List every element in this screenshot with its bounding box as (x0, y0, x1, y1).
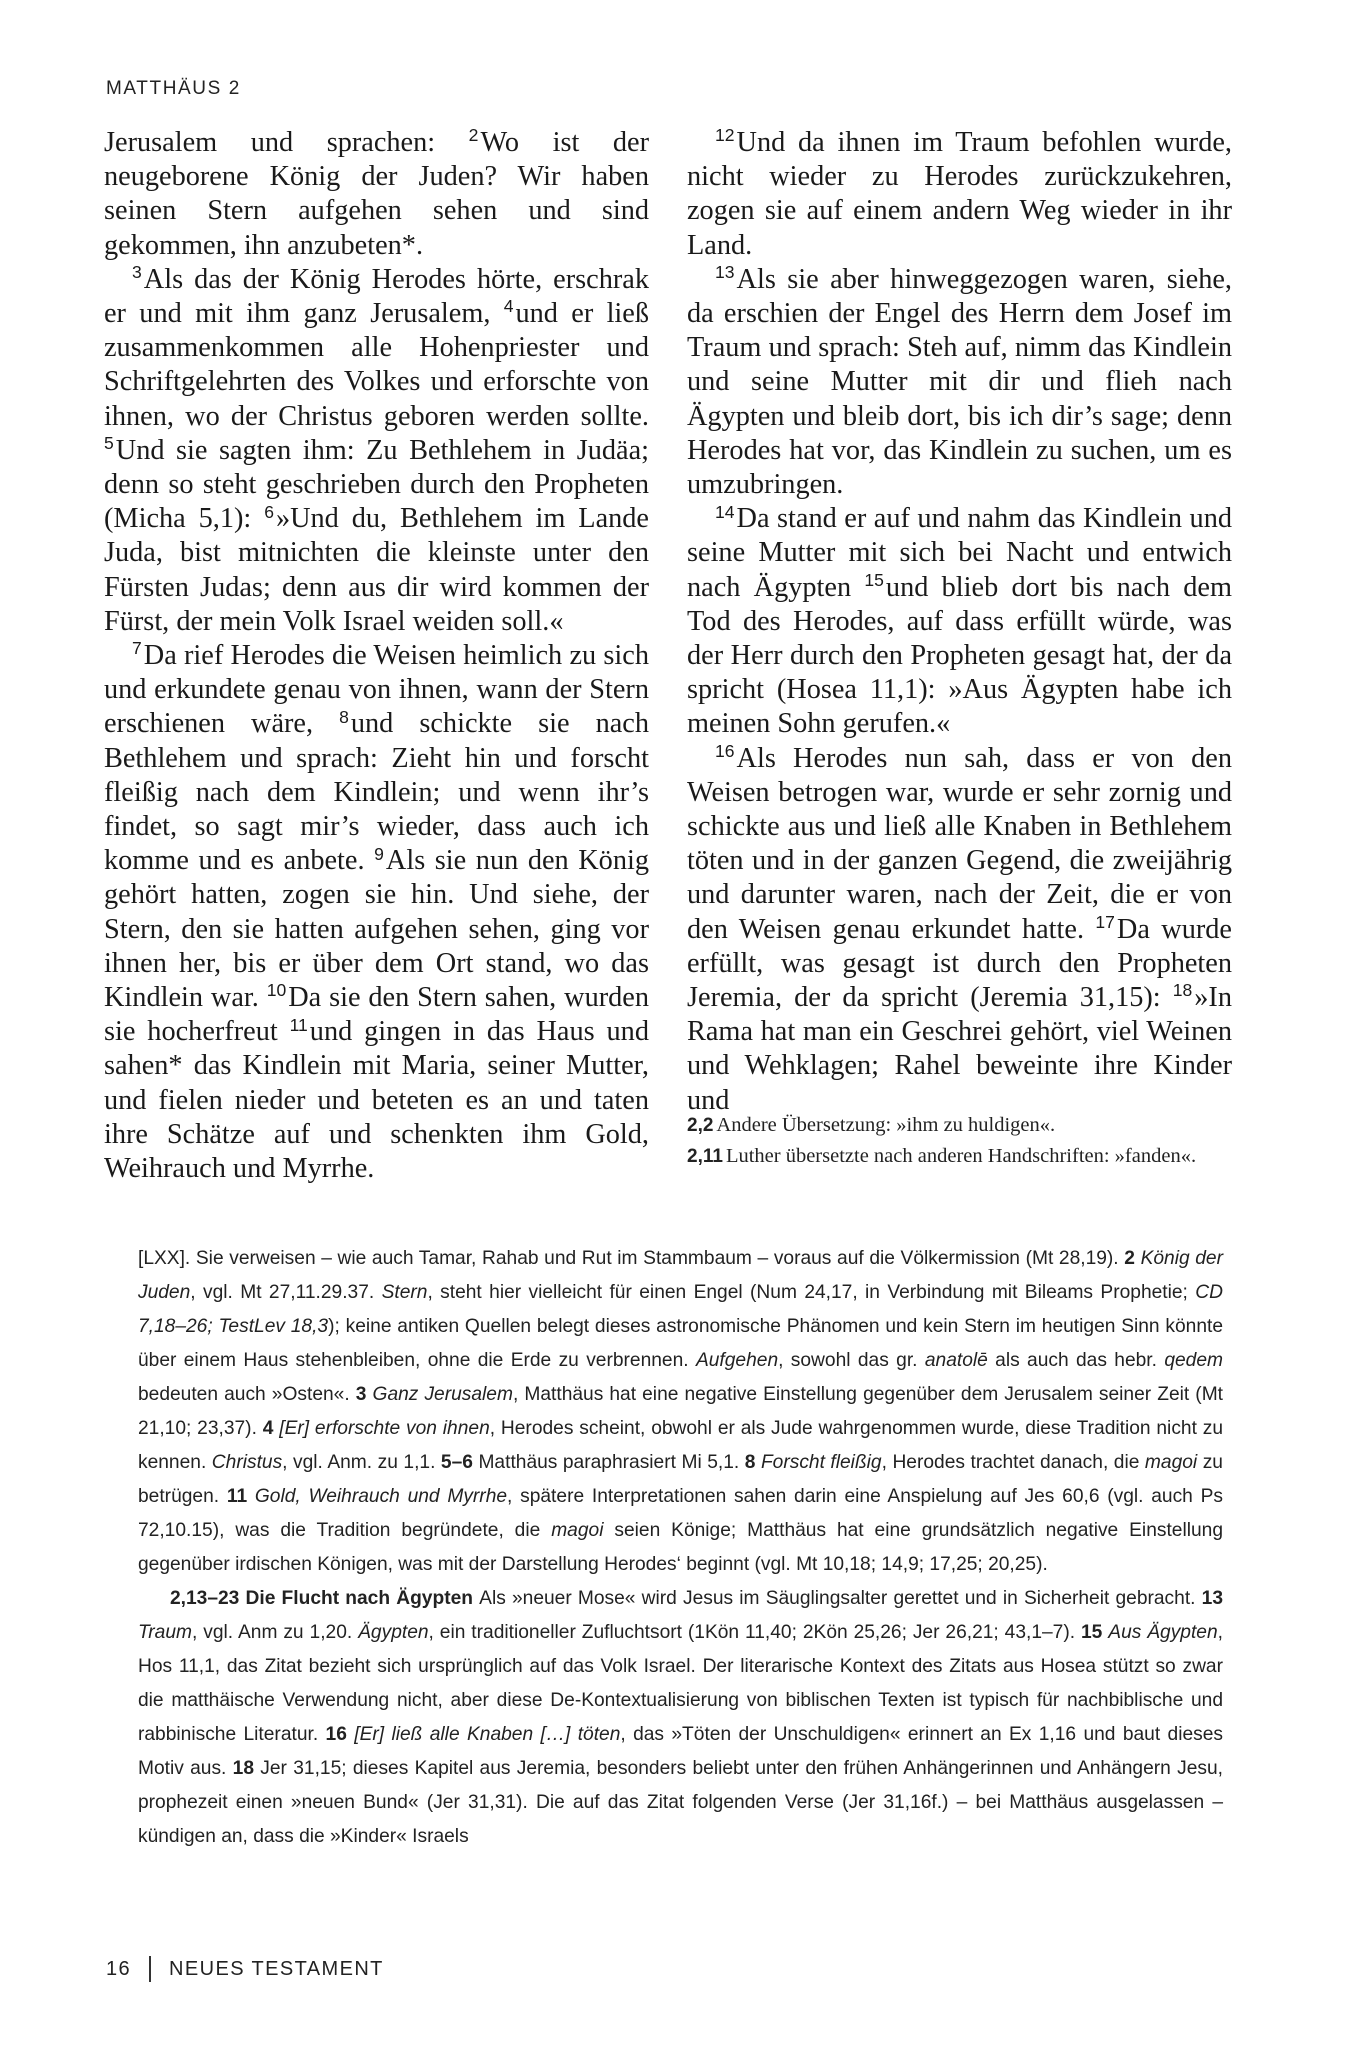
cited-term: Aus Ägypten (1108, 1622, 1218, 1643)
text-run: , Hos 11,1, das Zitat bezieht sich ursprünglich auf das Volk Israel. Der literarische Kontext des Zitats aus Hosea stützt so zwar die matthäische Verwendung nicht, aber diese De-Kontextualisierung von biblischen Texten ist typisch für nachbiblische und rabbinische Literatur. (138, 1622, 1223, 1745)
text-run: , Herodes trachtet danach, die (881, 1452, 1145, 1473)
text-run: seien Könige; Matthäus hat eine grundsätzlich negative Einstellung gegenüber irdischen Königen, was mit der Darstellung Herodes‘ beginnt (vgl. Mt 10,18; 14,9; 17,25; 20,25). (138, 1520, 1223, 1575)
footer-divider (149, 1956, 151, 1982)
text-run: »In Rama hat man ein Geschrei gehört, viel Weinen und Wehklagen; Rahel beweinte ihre Kinder und (687, 982, 1232, 1116)
note-reference: 4 (262, 1418, 280, 1439)
bible-paragraph (104, 126, 649, 263)
text-run: , ein traditioneller Zufluchtsort (1Kön 11,40; 2Kön 25,26; Jer 26,21; 43,1–7). (428, 1622, 1081, 1643)
text-run: , Herodes scheint, obwohl er als Jude wahrgenommen wurde, diese Tradition nicht zu kennen. (138, 1418, 1223, 1473)
text-run: Als »neuer Mose« wird Jesus im Säuglingsalter gerettet und in Sicherheit gebracht. (479, 1588, 1202, 1609)
verse-number: 8 (339, 706, 349, 727)
verse-number: 9 (374, 843, 384, 864)
verse-number: 17 (1095, 912, 1115, 933)
page-number: 16 (106, 1957, 132, 1980)
text-run: , sowohl das gr. (778, 1350, 925, 1371)
footnote-ref: 2,2 (687, 1115, 714, 1136)
verse-number: 10 (266, 980, 287, 1001)
note-reference: 11 (226, 1486, 255, 1507)
bible-paragraph (687, 502, 1232, 741)
text-run: bedeuten auch »Osten«. (138, 1384, 356, 1405)
text-run: Da wurde erfüllt, was gesagt ist durch den Propheten Jeremia, der da spricht (Jeremia 31,15): (687, 913, 1232, 1014)
running-head: MATTHÄUS 2 (106, 78, 241, 99)
text-run: und er ließ zusammenkommen alle Hohenpriester und Schriftgelehrten des Volkes und erforschte von ihnen, wo der Christus geboren werden sollte. (104, 298, 649, 432)
cited-term: Stern (381, 1282, 428, 1303)
text-run: , das »Töten der Unschuldigen« erinnert an Ex 1,16 und baut dieses Motiv aus. (138, 1724, 1224, 1779)
bible-paragraph (687, 263, 1232, 502)
commentary-paragraph (138, 1582, 1223, 1854)
cited-term: Ägypten (358, 1622, 429, 1643)
verse-number: 6 (264, 501, 274, 522)
cited-term: Ganz Jerusalem (372, 1384, 513, 1405)
note-reference: 13 (1201, 1588, 1223, 1609)
text-run: , spätere Interpretationen sahen darin eine Anspielung auf Jes 60,6 (vgl. auch Ps 72,10.15), was die Tradition begründete, die (138, 1486, 1223, 1541)
cited-term: qedem (1164, 1350, 1223, 1371)
text-run: Matthäus paraphrasiert Mi 5,1. (478, 1452, 745, 1473)
cited-term: König der Juden (138, 1248, 1223, 1303)
verse-number: 11 (289, 1014, 308, 1035)
text-run: Jerusalem und sprachen: (104, 127, 469, 158)
text-run: ); keine antiken Quellen belegt dieses astronomische Phänomen und kein Stern im heutigen Sinn könnte über einem Haus stehenbleiben, ohne die Erde zu verbrennen. (138, 1316, 1224, 1371)
bible-paragraph (104, 263, 649, 639)
text-run: , vgl. Anm. zu 1,1. (282, 1452, 441, 1473)
note-reference: 8 (744, 1452, 761, 1473)
bible-paragraph (687, 742, 1232, 1118)
text-run: , vgl. Mt 27,11.29.37. (190, 1282, 382, 1303)
cited-term: anatolē (924, 1350, 988, 1371)
translation-footnotes (687, 1110, 1232, 1172)
verse-number: 13 (715, 262, 735, 283)
cited-term: CD 7,18–26; TestLev 18,3 (138, 1282, 1223, 1337)
cited-term: magoi (551, 1520, 604, 1541)
cited-term: magoi (1144, 1452, 1198, 1473)
cited-term: Aufgehen (695, 1350, 779, 1371)
cited-term: [Er] erforschte von ihnen (279, 1418, 490, 1439)
bible-paragraph (104, 639, 649, 1186)
footnote-text: Andere Übersetzung: »ihm zu huldigen«. (716, 1114, 1056, 1136)
page-footer (106, 1956, 384, 1982)
footnote-ref: 2,11 (687, 1146, 723, 1167)
footnote (687, 1141, 1232, 1172)
note-reference: 18 (232, 1758, 261, 1779)
verse-number: 7 (132, 638, 142, 659)
verse-number: 16 (715, 741, 735, 762)
text-run: Jer 31,15; dieses Kapitel aus Jeremia, besonders beliebt unter den frühen Anhängerinnen und Anhängern Jesu, prophezeit einen »neuen Bund« (Jer 31,31). Die auf das Zitat folgenden Verse (Jer 31,16f.) – bei Matthäus ausgelassen – kündigen an, dass die »Kinder« Israels (138, 1758, 1223, 1847)
text-run: Und da ihnen im Traum befohlen wurde, nicht wieder zu Herodes zurückzukehren, zogen sie auf einem andern Weg wieder in ihr Land. (687, 127, 1232, 261)
note-reference: 2,13–23 Die Flucht nach Ägypten (170, 1588, 480, 1609)
footnote (687, 1110, 1232, 1141)
cited-term: [Er] ließ alle Knaben […] töten (354, 1724, 621, 1745)
text-run: Als sie aber hinweggezogen waren, siehe, da erschien der Engel des Herrn dem Josef im Traum und sprach: Steh auf, nimm das Kindlein und seine Mutter mit dir und flieh nach Ägypten und bleib dort, bis ich dir’s sage; denn Herodes hat vor, das Kindlein zu suchen, um es umzubringen. (687, 263, 1232, 501)
text-run: , vgl. Anm zu 1,20. (192, 1622, 359, 1643)
bible-paragraph (687, 126, 1232, 263)
text-run: Und sie sagten ihm: Zu Bethlehem in Judäa; denn so steht geschrieben durch den Propheten (Micha 5,1): (104, 434, 649, 535)
text-run: , steht hier vielleicht für einen Engel (Num 24,17, in Verbindung mit Bileams Prophetie; (427, 1282, 1196, 1303)
text-run: Da rief Herodes die Weisen heimlich zu sich und erkundete genau von ihnen, wann der Stern erschienen wäre, (104, 640, 649, 740)
verse-number: 18 (1172, 980, 1193, 1001)
verse-number: 15 (864, 570, 884, 590)
text-run: Da sie den Stern sahen, wurden sie hocherfreut (104, 982, 649, 1048)
note-reference: 5–6 (440, 1452, 479, 1473)
text-run: Als sie nun den König gehört hatten, zogen sie hin. Und siehe, der Stern, den sie hatten aufgehen sehen, ging vor ihnen her, bis er über dem Ort stand, wo das Kindlein war. (104, 845, 649, 1014)
verse-number: 12 (715, 125, 735, 146)
commentary-paragraph (138, 1242, 1223, 1582)
bible-text-right-column (687, 126, 1232, 1118)
verse-number: 14 (715, 501, 735, 522)
note-reference: 16 (325, 1724, 355, 1745)
text-run: Wo ist der neugeborene König der Juden? Wir haben seinen Stern aufgehen sehen und sind gekommen, ihn anzubeten*. (104, 127, 649, 261)
cited-term: Forscht fleißig (760, 1452, 882, 1473)
verse-number: 3 (132, 262, 142, 283)
note-reference: 15 (1081, 1622, 1109, 1643)
note-reference: 2 (1124, 1248, 1141, 1269)
verse-number: 5 (104, 433, 114, 454)
text-run: Als das der König Herodes hörte, erschrak er und mit ihm ganz Jerusalem, (104, 263, 649, 330)
verse-number: 2 (468, 125, 479, 146)
text-run: »Und du, Bethlehem im Lande Juda, bist mitnichten die kleinste unter den Fürsten Judas; denn aus dir wird kommen der Fürst, der mein Volk Israel weiden soll.« (104, 503, 649, 637)
note-reference: 3 (355, 1384, 373, 1405)
text-run: , Matthäus hat eine negative Einstellung gegenüber dem Jerusalem seiner Zeit (Mt 21,10; 23,37). (138, 1384, 1224, 1439)
text-run: [LXX]. Sie verweisen – wie auch Tamar, Rahab und Rut im Stammbaum – voraus auf die Völkermission (Mt 28,19). (138, 1248, 1125, 1269)
text-run: und gingen in das Haus und sahen* das Kindlein mit Maria, seiner Mutter, und fielen nieder und beteten es an und taten ihre Schätze auf und schenkten ihm Gold, Weihrauch und Myrrhe. (104, 1016, 649, 1185)
cited-term: Gold, Weihrauch und Myrrhe (254, 1486, 508, 1507)
text-run: zu betrügen. (138, 1452, 1223, 1507)
text-run: und schickte sie nach Bethlehem und sprach: Zieht hin und forscht fleißig nach dem Kindlein; und wenn ihr’s findet, so sagt mir’s wieder, dass auch ich komme und es anbete. (104, 708, 649, 877)
text-run: Da stand er auf und nahm das Kindlein und seine Mutter mit sich bei Nacht und entwich nach Ägypten (687, 503, 1232, 603)
text-run: als auch das hebr. (987, 1350, 1165, 1371)
section-title: NEUES TESTAMENT (169, 1957, 384, 1980)
footnote-text: Luther übersetzte nach anderen Handschriften: »fanden«. (725, 1145, 1197, 1167)
text-run: und blieb dort bis nach dem Tod des Herodes, auf dass erfüllt würde, was der Herr durch den Propheten gesagt hat, der da spricht (Hosea 11,1): »Aus Ägypten habe ich meinen Sohn gerufen.« (687, 571, 1233, 740)
cited-term: Traum (138, 1622, 193, 1643)
cited-term: Christus (211, 1452, 283, 1473)
bible-text-left-column (104, 126, 649, 1186)
text-run: Als Herodes nun sah, dass er von den Weisen betrogen war, wurde er sehr zornig und schickte aus und ließ alle Knaben in Bethlehem töten und in der ganzen Gegend, die zweijährig und darunter waren, nach der Zeit, die er von den Weisen genau erkundet hatte. (687, 742, 1232, 945)
commentary-notes (138, 1242, 1223, 1854)
verse-number: 4 (503, 296, 514, 317)
